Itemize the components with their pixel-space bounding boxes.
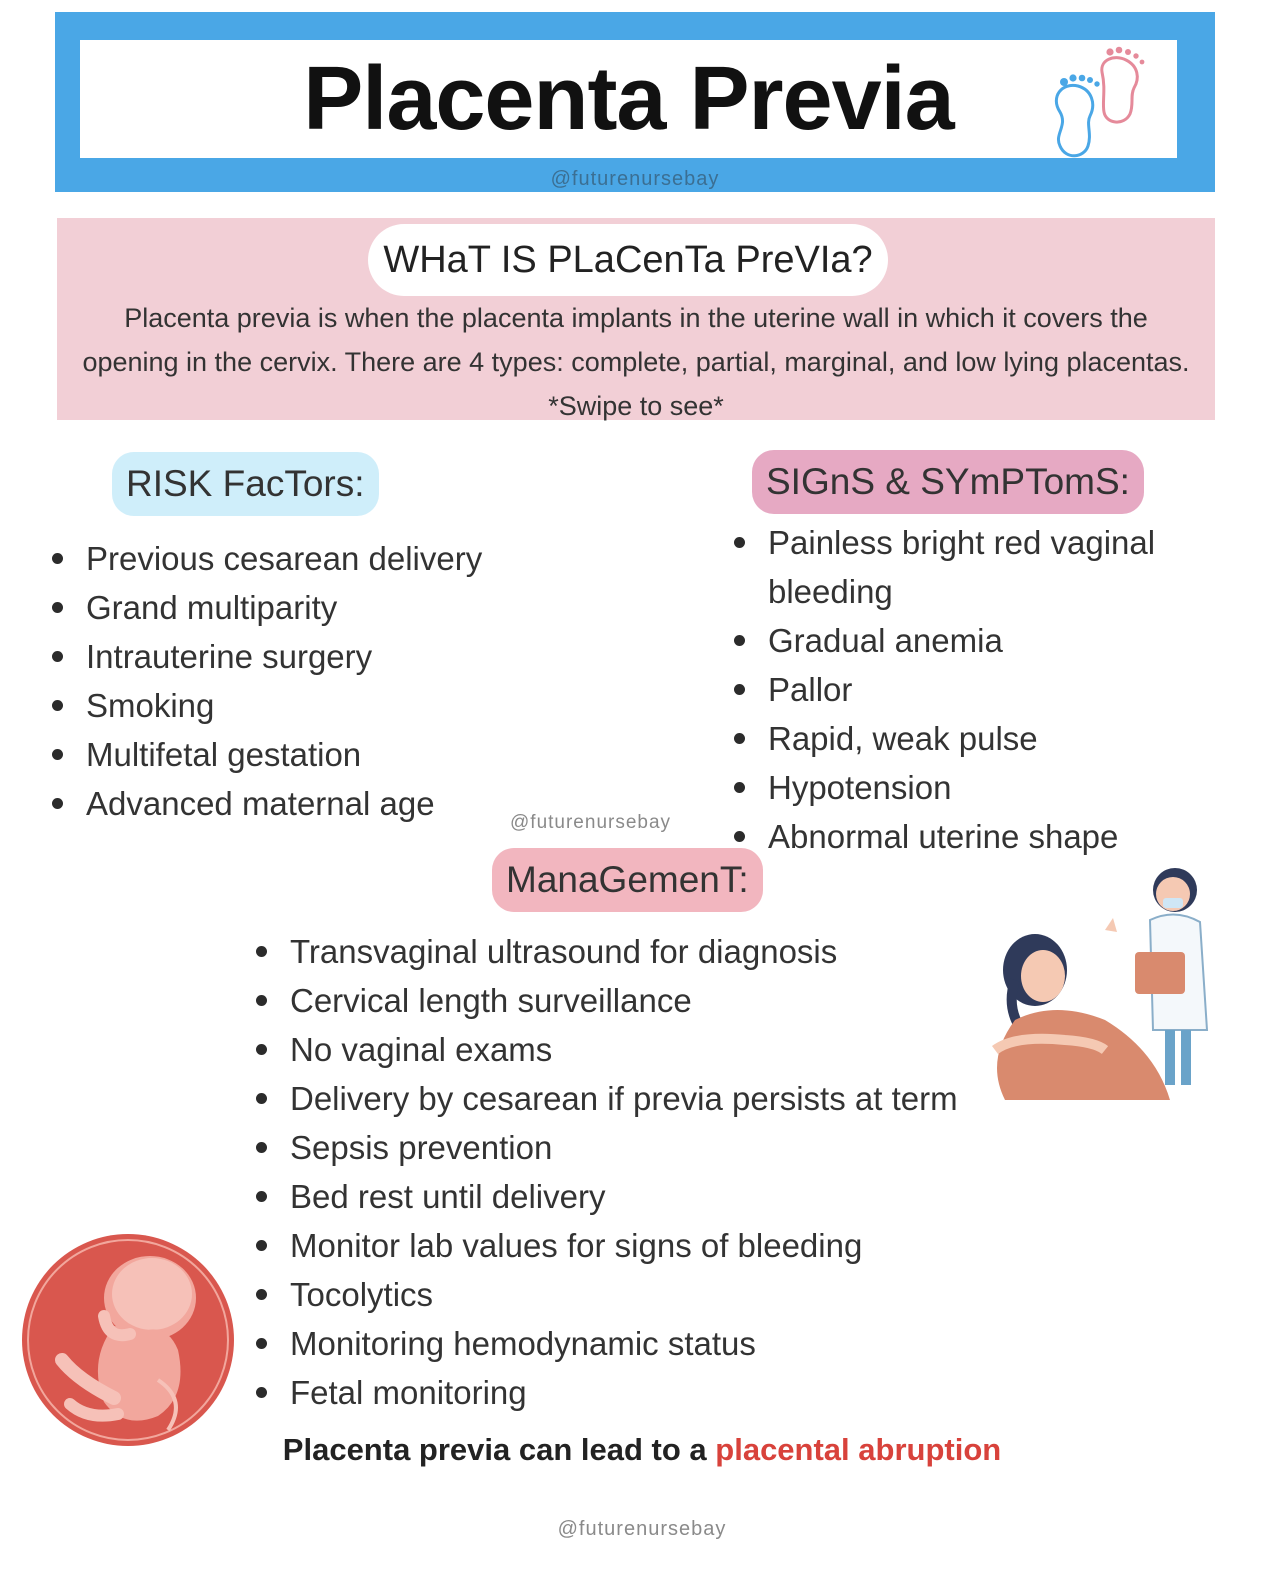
list-item: Fetal monitoring xyxy=(256,1368,1116,1417)
list-item: Pallor xyxy=(734,665,1254,714)
management-heading: ManaGemenT: xyxy=(492,848,763,912)
footer-statement xyxy=(0,1432,1284,1468)
list-item: Gradual anemia xyxy=(734,616,1254,665)
list-item: Sepsis prevention xyxy=(256,1123,1116,1172)
list-item: Hypotension xyxy=(734,763,1254,812)
list-item: Monitor lab values for signs of bleeding xyxy=(256,1221,1116,1270)
list-item: Painless bright red vaginal bleeding xyxy=(734,518,1254,616)
watermark-handle-top: @futurenursebay xyxy=(550,168,720,190)
watermark-handle-bottom: @futurenursebay xyxy=(557,1518,727,1540)
risk-factors-heading: RISK FacTors: xyxy=(112,452,379,516)
baby-feet-icon xyxy=(1040,42,1160,162)
signs-symptoms-heading: SIGnS & SYmPTomS: xyxy=(752,450,1144,514)
risk-factors-list xyxy=(52,534,612,828)
list-item: Rapid, weak pulse xyxy=(734,714,1254,763)
definition-text: Placenta previa is when the placenta implants in the uterine wall in which it covers the opening in the cervix. There are 4 types: complete, partial, marginal, and low lying placentas. *Swipe to see* xyxy=(82,303,1190,421)
definition-heading: WHaT IS PLaCenTa PreVIa? xyxy=(368,224,888,296)
footer-lead: Placenta previa can lead to a xyxy=(282,1432,716,1467)
list-item: Bed rest until delivery xyxy=(256,1172,1116,1221)
signs-symptoms-list xyxy=(734,518,1254,861)
list-item: Transvaginal ultrasound for diagnosis xyxy=(256,927,1116,976)
list-item: Abnormal uterine shape xyxy=(734,812,1254,861)
list-item: Advanced maternal age xyxy=(52,779,612,828)
list-item: Intrauterine surgery xyxy=(52,632,612,681)
list-item: Smoking xyxy=(52,681,612,730)
list-item: No vaginal exams xyxy=(256,1025,1116,1074)
list-item: Delivery by cesarean if previa persists at term xyxy=(256,1074,1116,1123)
list-item: Monitoring hemodynamic status xyxy=(256,1319,1116,1368)
list-item: Cervical length surveillance xyxy=(256,976,1116,1025)
list-item: Previous cesarean delivery xyxy=(52,534,612,583)
list-item: Multifetal gestation xyxy=(52,730,612,779)
list-item: Tocolytics xyxy=(256,1270,1116,1319)
list-item: Grand multiparity xyxy=(52,583,612,632)
footer-accent: placental abruption xyxy=(715,1432,1002,1467)
page-title: Placenta Previa xyxy=(303,49,954,149)
fetus-illustration xyxy=(18,1230,238,1450)
nurse-patient-illustration xyxy=(985,860,1225,1105)
watermark-handle-middle: @futurenursebay xyxy=(510,812,672,833)
